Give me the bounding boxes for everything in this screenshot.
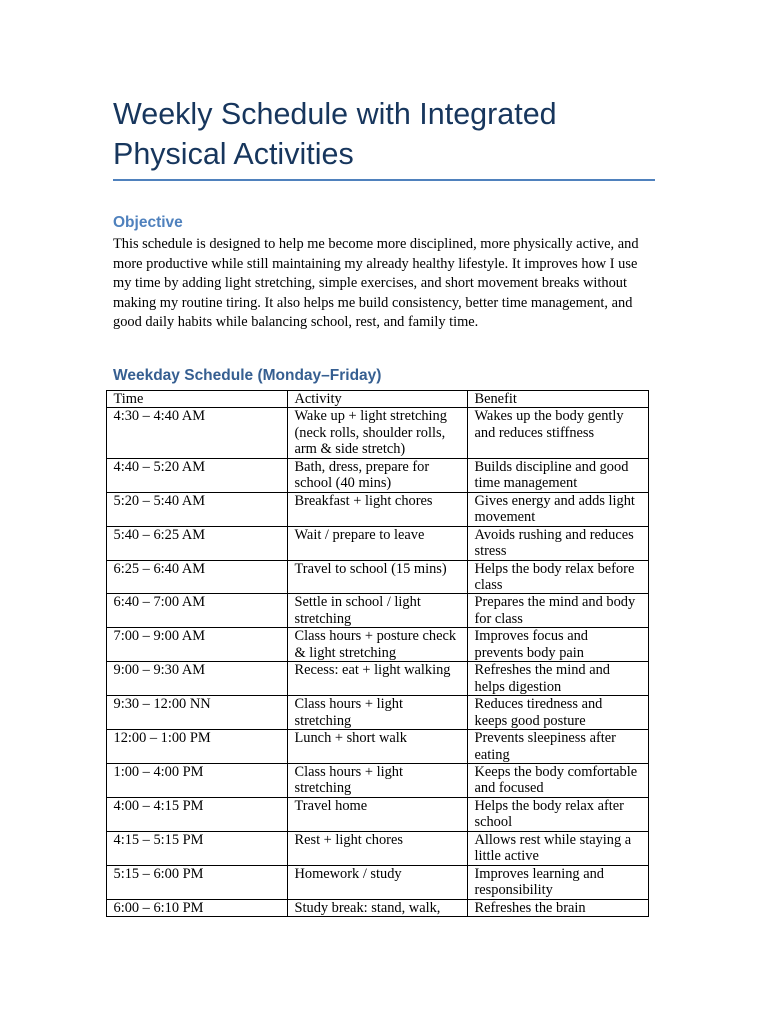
time-cell: 9:00 – 9:30 AM	[107, 662, 288, 696]
benefit-cell: Helps the body relax after school	[468, 797, 649, 831]
weekday-schedule-table	[106, 390, 649, 917]
weekday-schedule-heading: Weekday Schedule (Monday–Friday)	[113, 367, 382, 384]
column-header-activity: Activity	[288, 391, 468, 408]
table-row	[107, 696, 649, 730]
column-header-benefit: Benefit	[468, 391, 649, 408]
table-row	[107, 628, 649, 662]
benefit-cell: Wakes up the body gently and reduces stiffness	[468, 408, 649, 458]
activity-cell: Travel to school (15 mins)	[288, 560, 468, 594]
table-row	[107, 492, 649, 526]
table-header	[107, 391, 649, 408]
benefit-cell: Improves focus and prevents body pain	[468, 628, 649, 662]
time-cell: 4:40 – 5:20 AM	[107, 458, 288, 492]
objective-heading: Objective	[113, 214, 183, 231]
objective-paragraph: This schedule is designed to help me become more disciplined, more physically active, and more productive while still maintaining my already healthy lifestyle. It improves how I use my time by adding light stretching, simple exercises, and short movement breaks without making my routine tiring. It also helps me build consistency, better time management, and good daily habits while balancing school, rest, and family time.	[113, 236, 639, 330]
benefit-cell: Refreshes the brain	[468, 899, 649, 916]
benefit-cell: Gives energy and adds light movement	[468, 492, 649, 526]
time-cell: 6:25 – 6:40 AM	[107, 560, 288, 594]
activity-cell: Rest + light chores	[288, 831, 468, 865]
activity-cell: Settle in school / light stretching	[288, 594, 468, 628]
table-row	[107, 831, 649, 865]
table-row	[107, 797, 649, 831]
benefit-cell: Builds discipline and good time management	[468, 458, 649, 492]
benefit-cell: Refreshes the mind and helps digestion	[468, 662, 649, 696]
benefit-cell: Allows rest while staying a little active	[468, 831, 649, 865]
column-header-time: Time	[107, 391, 288, 408]
activity-cell: Class hours + posture check & light stretching	[288, 628, 468, 662]
table-row	[107, 865, 649, 899]
activity-cell: Bath, dress, prepare for school (40 mins)	[288, 458, 468, 492]
benefit-cell: Reduces tiredness and keeps good posture	[468, 696, 649, 730]
benefit-cell: Avoids rushing and reduces stress	[468, 526, 649, 560]
benefit-cell: Helps the body relax before class	[468, 560, 649, 594]
table-row	[107, 899, 649, 916]
time-cell: 9:30 – 12:00 NN	[107, 696, 288, 730]
activity-cell: Lunch + short walk	[288, 730, 468, 764]
table-row	[107, 594, 649, 628]
time-cell: 5:40 – 6:25 AM	[107, 526, 288, 560]
activity-cell: Recess: eat + light walking	[288, 662, 468, 696]
time-cell: 6:00 – 6:10 PM	[107, 899, 288, 916]
document-title: Weekly Schedule with Integrated Physical Activities	[113, 97, 557, 171]
time-cell: 4:30 – 4:40 AM	[107, 408, 288, 458]
time-cell: 7:00 – 9:00 AM	[107, 628, 288, 662]
benefit-cell: Prepares the mind and body for class	[468, 594, 649, 628]
title-divider	[113, 179, 655, 181]
time-cell: 4:15 – 5:15 PM	[107, 831, 288, 865]
time-cell: 1:00 – 4:00 PM	[107, 763, 288, 797]
time-cell: 5:15 – 6:00 PM	[107, 865, 288, 899]
table-row	[107, 560, 649, 594]
table-row	[107, 730, 649, 764]
time-cell: 4:00 – 4:15 PM	[107, 797, 288, 831]
table-row	[107, 763, 649, 797]
activity-cell: Travel home	[288, 797, 468, 831]
benefit-cell: Prevents sleepiness after eating	[468, 730, 649, 764]
table-row	[107, 526, 649, 560]
activity-cell: Study break: stand, walk,	[288, 899, 468, 916]
time-cell: 6:40 – 7:00 AM	[107, 594, 288, 628]
activity-cell: Wake up + light stretching (neck rolls, shoulder rolls, arm & side stretch)	[288, 408, 468, 458]
activity-cell: Homework / study	[288, 865, 468, 899]
activity-cell: Wait / prepare to leave	[288, 526, 468, 560]
table-row	[107, 408, 649, 458]
activity-cell: Class hours + light stretching	[288, 696, 468, 730]
table-row	[107, 458, 649, 492]
table-row	[107, 662, 649, 696]
table-header-row	[107, 391, 649, 408]
activity-cell: Class hours + light stretching	[288, 763, 468, 797]
benefit-cell: Keeps the body comfortable and focused	[468, 763, 649, 797]
time-cell: 12:00 – 1:00 PM	[107, 730, 288, 764]
table-body	[107, 408, 649, 917]
benefit-cell: Improves learning and responsibility	[468, 865, 649, 899]
activity-cell: Breakfast + light chores	[288, 492, 468, 526]
time-cell: 5:20 – 5:40 AM	[107, 492, 288, 526]
